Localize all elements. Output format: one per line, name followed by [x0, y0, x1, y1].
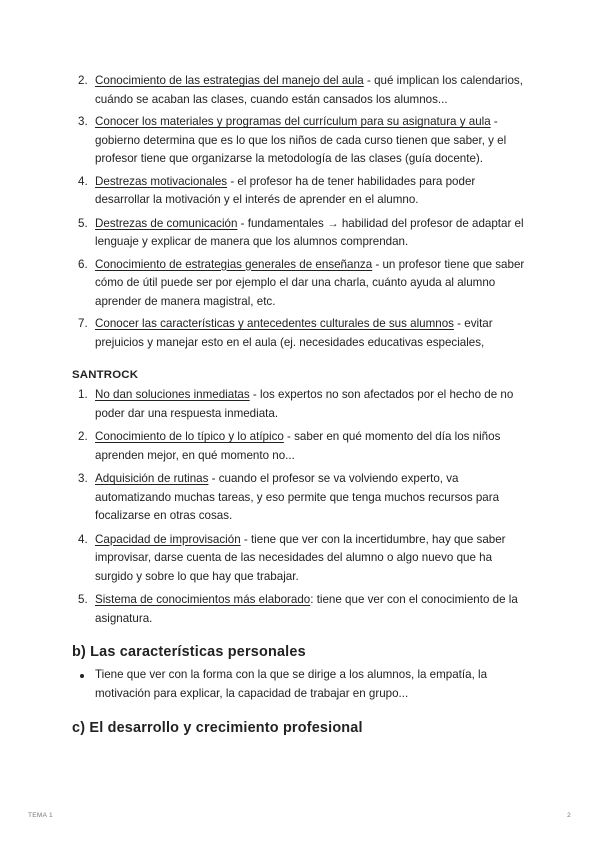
item-description: - fundamentales → habilidad del profesor de adaptar el lenguaje y explicar de manera que los alumnos comprendan.	[95, 216, 524, 248]
item-term: Capacidad de improvisación	[95, 532, 241, 546]
item-term: Destrezas motivacionales	[95, 174, 228, 188]
item-description: - evitar prejuicios y manejar esto en el aula (ej. necesidades educativas especiales,	[95, 317, 493, 349]
item-number: 3.	[78, 115, 88, 128]
list-item	[72, 386, 532, 423]
item-description: - tiene que ver con la incertidumbre, hay que saber improvisar, darse cuenta de las necesidades del alumno o algo nuevo que ha surgido y sobre lo que hay que trabajar.	[95, 532, 506, 583]
item-number: 6.	[78, 257, 88, 271]
item-description: - gobierno determina que es lo que los niños de cada curso tienen que saber, y el profesor tiene que organizarse la metodología de las clases (guía docente).	[95, 115, 507, 165]
section-b-heading: b) Las características personales	[72, 644, 306, 660]
bullet-icon	[80, 674, 84, 678]
section-b-bullets	[72, 666, 532, 703]
item-description: - un profesor tiene que saber cómo de útil puede ser por ejemplo el dar una charla, cuánto ayuda al alumno aprender de manera magistral, etc.	[95, 257, 525, 308]
item-description: - el profesor ha de tener habilidades para poder desarrollar la motivación y el interés de aprender en el alumno.	[95, 174, 476, 206]
page-number: 2	[567, 812, 571, 819]
item-term: No dan soluciones inmediatas	[95, 388, 250, 401]
list-item	[72, 256, 532, 312]
item-number: 4.	[78, 532, 88, 546]
item-term: Sistema de conocimientos más elaborado	[95, 593, 311, 606]
item-term: Conocer las características y antecedentes culturales de sus alumnos	[95, 317, 454, 330]
list-item	[72, 591, 532, 628]
item-description: - los expertos no son afectados por el hecho de no poder dar una respuesta inmediata.	[95, 388, 514, 420]
list-item	[72, 531, 532, 587]
item-number: 3.	[78, 472, 88, 485]
list-item	[72, 315, 532, 352]
item-description: - cuando el profesor se va volviendo experto, va automatizando muchas tareas, y eso permite que tenga muchos recursos para focalizarse en otras cosas.	[95, 472, 500, 522]
section-c-heading: c) El desarrollo y crecimiento profesional	[72, 720, 363, 736]
item-number: 4.	[78, 174, 88, 188]
footer-chapter: TEMA 1	[28, 812, 53, 819]
santrock-heading: SANTROCK	[72, 369, 139, 381]
page-content	[72, 72, 532, 736]
item-number: 5.	[78, 593, 88, 606]
santrock-list	[72, 386, 532, 628]
list-item	[72, 173, 532, 210]
item-number: 1.	[78, 388, 88, 401]
expert-knowledge-list	[72, 72, 532, 352]
list-item	[72, 666, 532, 703]
item-term: Conocer los materiales y programas del currículum para su asignatura y aula	[95, 115, 491, 128]
item-description: - saber en qué momento del día los niños aprenden mejor, en qué momento no...	[95, 430, 501, 462]
item-term: Conocimiento de las estrategias del manejo del aula	[95, 74, 364, 87]
list-item	[72, 470, 532, 526]
item-number: 7.	[78, 317, 88, 330]
item-number: 2.	[78, 74, 88, 87]
list-item	[72, 215, 532, 252]
bullet-text: Tiene que ver con la forma con la que se dirige a los alumnos, la empatía, la motivación para explicar, la capacidad de trabajar en grupo...	[95, 668, 488, 700]
item-description: : tiene que ver con el conocimiento de la asignatura.	[95, 593, 518, 625]
item-term: Destrezas de comunicación	[95, 216, 238, 230]
item-term: Adquisición de rutinas	[95, 472, 209, 485]
item-description: - qué implican los calendarios, cuándo se acaban las clases, cuando están cansados los alumnos...	[95, 74, 523, 106]
list-item	[72, 113, 532, 169]
item-term: Conocimiento de lo típico y lo atípico	[95, 430, 284, 443]
item-number: 2.	[78, 430, 88, 443]
list-item	[72, 428, 532, 465]
item-number: 5.	[78, 216, 88, 230]
list-item	[72, 72, 532, 109]
item-term: Conocimiento de estrategias generales de enseñanza	[95, 257, 373, 271]
